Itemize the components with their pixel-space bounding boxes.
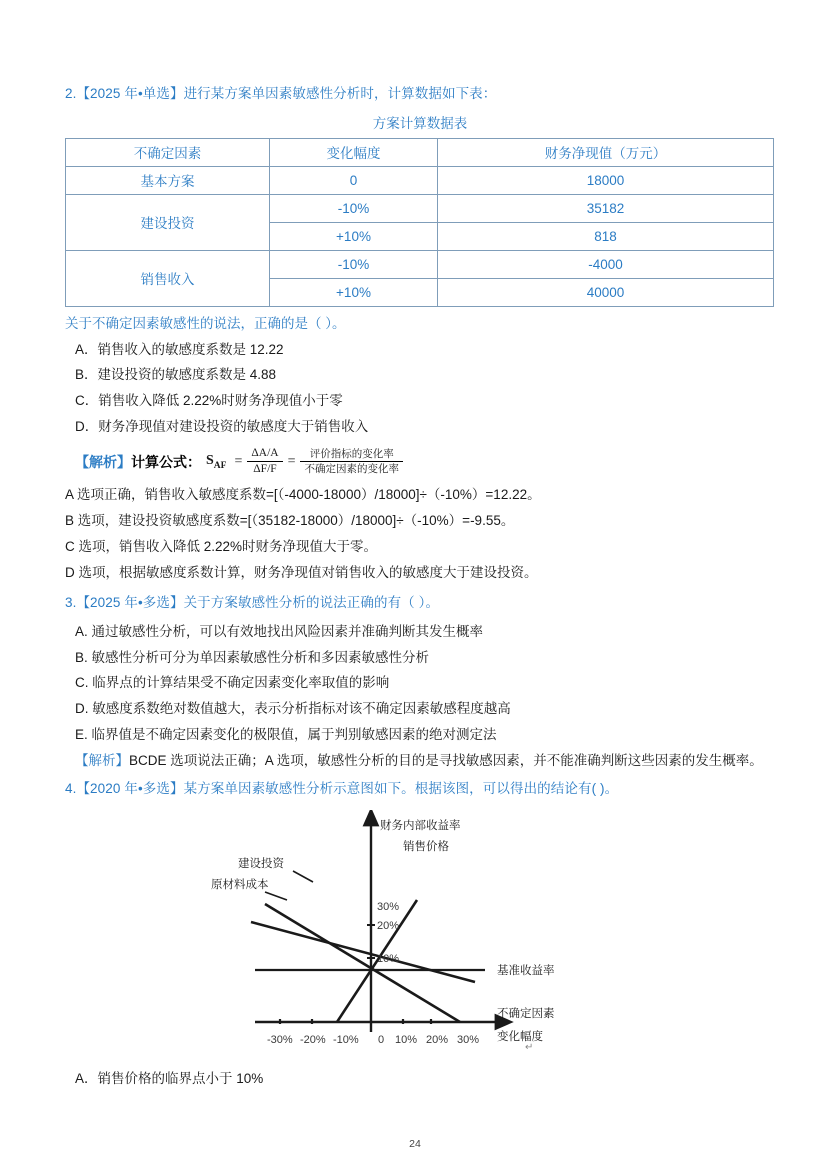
table-title: 方案计算数据表 xyxy=(372,115,468,131)
question-4-option-a: A．销售价格的临界点小于 10% xyxy=(75,1070,264,1086)
series-line-raw-material-cost xyxy=(251,919,475,982)
x-tick-label--20: -20% xyxy=(300,1033,326,1046)
baseline-label: 基准收益率 xyxy=(497,964,555,977)
analysis-formula xyxy=(75,447,775,476)
fraction-denominator: ΔF/F xyxy=(253,463,277,476)
sensitivity-formula xyxy=(206,447,403,476)
question-3-option-a: A. 通过敏感性分析，可以有效地找出风险因素并准确判断其发生概率 xyxy=(75,623,484,639)
cell-factor: 销售收入 xyxy=(66,250,270,306)
x-tick-label--10: -10% xyxy=(333,1033,359,1046)
analysis-tag: 【解析】 xyxy=(75,453,131,470)
x-tick-label-0: 0 xyxy=(378,1033,385,1046)
sensitivity-chart-svg xyxy=(65,810,775,1060)
question-3-option-c: C. 临界点的计算结果受不确定因素变化率取值的影响 xyxy=(75,675,390,691)
question-2-stem: 关于不确定因素敏感性的说法，正确的是（ ）。 xyxy=(65,315,346,331)
x-axis-label-line1: 不确定因素 xyxy=(497,1007,555,1020)
formula-fraction-2 xyxy=(300,448,403,475)
leader-construction-investment xyxy=(293,871,313,882)
question-2-heading: 2.【2025 年•单选】进行某方案单因素敏感性分析时，计算数据如下表： xyxy=(65,86,497,101)
page-content xyxy=(65,84,775,1094)
question-3-analysis xyxy=(75,750,775,772)
series-label-construction-investment: 建设投资 xyxy=(238,857,284,870)
x-tick-label-10: 10% xyxy=(395,1033,418,1046)
table-header-row xyxy=(66,138,774,166)
analysis-line-c: C 选项，销售收入降低 2.22%时财务净现值大于零。 xyxy=(65,539,378,555)
analysis-tag: 【解析】 xyxy=(75,753,129,769)
cell-factor: 基本方案 xyxy=(66,166,270,194)
pilcrow-mark: ↵ xyxy=(525,1041,534,1053)
sensitivity-analysis-diagram xyxy=(65,810,775,1060)
question-3-option-d: D. 敏感度系数绝对数值越大，表示分析指标对该不确定因素敏感程度越高 xyxy=(75,701,511,717)
formula-equals-1: = xyxy=(234,453,243,469)
y-tick-label-10: 10% xyxy=(377,952,400,965)
question-2-option-d: D．财务净现值对建设投资的敏感度大于销售收入 xyxy=(75,419,369,435)
analysis-line-b: B 选项，建设投资敏感度系数=[（35182-18000）/18000]÷（-10%）=-9.55。 xyxy=(65,513,515,529)
analysis-line-a: A 选项正确，销售收入敏感度系数=[（-4000-18000）/18000]÷（-10%）=12.22。 xyxy=(65,487,541,503)
series-line-construction-investment xyxy=(265,904,460,1022)
cell-change: +10% xyxy=(270,278,438,306)
analysis-line-d: D 选项，根据敏感度系数计算，财务净现值对销售收入的敏感度大于建设投资。 xyxy=(65,564,538,580)
column-header-change: 变化幅度 xyxy=(270,138,438,166)
series-label-raw-material-cost: 原材料成本 xyxy=(211,878,269,891)
formula-lead: 计算公式： xyxy=(131,453,201,470)
fraction-numerator: ΔA/A xyxy=(247,447,282,462)
y-axis-label: 财务内部收益率 xyxy=(380,819,461,832)
x-axis-label-line2: 变化幅度 xyxy=(497,1030,543,1043)
cell-change: -10% xyxy=(270,250,438,278)
calculation-data-table xyxy=(65,138,774,307)
cell-npv: -4000 xyxy=(438,250,774,278)
table-row xyxy=(66,194,774,222)
fraction-numerator: 评价指标的变化率 xyxy=(300,448,403,462)
question-2-option-c: C．销售收入降低 2.22%时财务净现值小于零 xyxy=(75,393,343,409)
column-header-factor: 不确定因素 xyxy=(66,138,270,166)
question-3-option-b: B. 敏感性分析可分为单因素敏感性分析和多因素敏感性分析 xyxy=(75,649,430,665)
question-3-heading: 3.【2025 年•多选】关于方案敏感性分析的说法正确的有（ ）。 xyxy=(65,594,440,610)
analysis-text: BCDE 选项说法正确；A 选项，敏感性分析的目的是寻找敏感因素，并不能准确判断这些因素的发生概率。 xyxy=(129,753,763,769)
formula-symbol: $S_{AF}$ xyxy=(206,452,227,471)
cell-factor: 建设投资 xyxy=(66,194,270,250)
cell-change: +10% xyxy=(270,222,438,250)
formula-fraction-1 xyxy=(247,447,282,476)
cell-npv: 40000 xyxy=(438,278,774,306)
y-tick-label-30: 30% xyxy=(377,900,400,913)
table-row xyxy=(66,250,774,278)
series-label-sales-price: 销售价格 xyxy=(403,840,449,853)
cell-npv: 818 xyxy=(438,222,774,250)
question-3-option-e: E. 临界值是不确定因素变化的极限值，属于判别敏感因素的绝对测定法 xyxy=(75,727,497,743)
cell-npv: 18000 xyxy=(438,166,774,194)
question-2-option-b: B．建设投资的敏感度系数是 4.88 xyxy=(75,367,277,383)
cell-npv: 35182 xyxy=(438,194,774,222)
leader-raw-material-cost xyxy=(265,892,287,900)
x-tick-label--30: -30% xyxy=(267,1033,293,1046)
x-tick-label-30: 30% xyxy=(457,1033,480,1046)
fraction-denominator: 不确定因素的变化率 xyxy=(304,463,399,476)
cell-change: -10% xyxy=(270,194,438,222)
table-row xyxy=(66,166,774,194)
formula-equals-2: = xyxy=(287,453,296,469)
question-2-option-a: A．销售收入的敏感度系数是 12.22 xyxy=(75,341,284,357)
question-4-heading: 4.【2020 年•多选】某方案单因素敏感性分析示意图如下。根据该图，可以得出的结论有( )。 xyxy=(65,780,619,796)
page-number: 24 xyxy=(409,1138,421,1150)
column-header-npv: 财务净现值（万元） xyxy=(438,138,774,166)
y-tick-label-20: 20% xyxy=(377,919,400,932)
x-tick-label-20: 20% xyxy=(426,1033,449,1046)
cell-change: 0 xyxy=(270,166,438,194)
